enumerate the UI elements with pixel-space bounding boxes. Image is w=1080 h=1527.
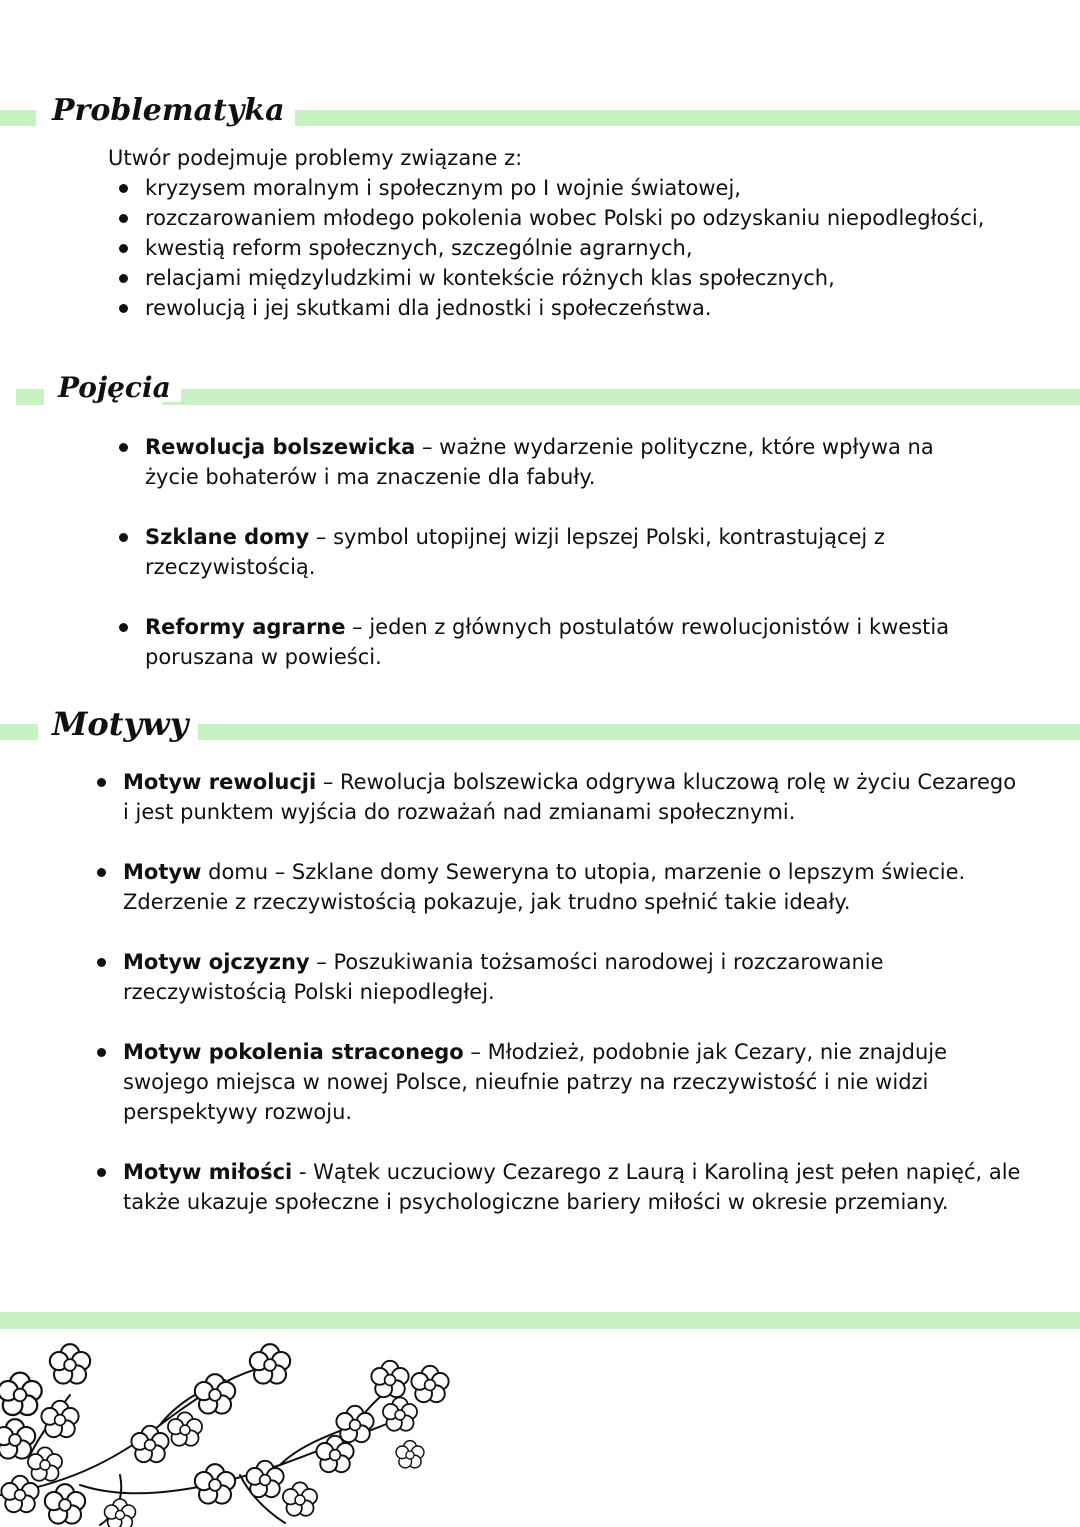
motif-description: domu – Szklane domy Seweryna to utopia, marzenie o lepszym świecie. Zderzenie z rzeczywistością pokazuje, jak trudno spełnić takie ideały. — [123, 860, 966, 914]
list-item — [123, 857, 1023, 917]
list-item: rewolucją i jej skutkami dla jednostki i społeczeństwa. — [145, 293, 1045, 323]
list-item: relacjami międzyludzkimi w kontekście różnych klas społecznych, — [145, 263, 1045, 293]
section-band-pojecia — [16, 389, 44, 405]
section-heading-motywy: Motywy — [44, 708, 198, 740]
concepts-list — [145, 432, 965, 702]
section-band-problematyka — [0, 110, 36, 126]
section-band-problematyka-right — [213, 110, 1080, 126]
intro-text: Utwór podejmuje problemy związane z: — [108, 146, 523, 170]
list-item — [145, 612, 965, 672]
section-heading-pojecia: Pojęcia — [50, 374, 181, 402]
concept-term: Reformy agrarne — [145, 615, 346, 639]
concept-definition: – ważne wydarzenie polityczne, które wpływa na życie bohaterów i ma znaczenie dla fabuły. — [145, 435, 934, 489]
section-band-motywy-right — [158, 724, 1080, 740]
list-item — [123, 947, 1023, 1007]
section-heading-problematyka: Problematyka — [44, 96, 295, 126]
list-item: kwestią reform społecznych, szczególnie agrarnych, — [145, 233, 1045, 263]
list-item — [123, 1037, 1023, 1127]
motifs-list — [123, 767, 1023, 1247]
motif-description: – Młodzież, podobnie jak Cezary, nie znajduje swojego miejsca w nowej Polsce, nieufnie patrzy na rzeczywistość i nie widzi perspektywy rozwoju. — [123, 1040, 948, 1124]
motif-term: Motyw rewolucji — [123, 770, 317, 794]
list-item: kryzysem moralnym i społecznym po I wojnie światowej, — [145, 173, 1045, 203]
concept-definition: – jeden z głównych postulatów rewolucjonistów i kwestia poruszana w powieści. — [145, 615, 950, 669]
motif-term: Motyw pokolenia straconego — [123, 1040, 464, 1064]
concept-term: Rewolucja bolszewicka — [145, 435, 416, 459]
section-band-pojecia-right — [162, 389, 1080, 405]
motif-description: – Poszukiwania tożsamości narodowej i rozczarowanie rzeczywistością Polski niepodległej. — [123, 950, 884, 1004]
problem-list — [145, 173, 1045, 323]
list-item — [145, 432, 965, 492]
section-band-motywy — [0, 724, 38, 740]
motif-term: Motyw ojczyzny — [123, 950, 310, 974]
motif-description: - Wątek uczuciowy Cezarego z Laurą i Karoliną jest pełen napięć, ale także ukazuje społeczne i psychologiczne bariery miłości w okresie przemiany. — [123, 1160, 1021, 1214]
motif-term: Motyw — [123, 860, 202, 884]
list-item — [145, 522, 965, 582]
concept-term: Szklane domy — [145, 525, 310, 549]
flower-branch-icon — [0, 1335, 460, 1527]
concept-definition: – symbol utopijnej wizji lepszej Polski, kontrastującej z rzeczywistością. — [145, 525, 885, 579]
footer-band — [0, 1312, 1080, 1329]
list-item: rozczarowaniem młodego pokolenia wobec Polski po odzyskaniu niepodległości, — [145, 203, 1045, 233]
motif-description: – Rewolucja bolszewicka odgrywa kluczową rolę w życiu Cezarego i jest punktem wyjścia do rozważań nad zmianami społecznymi. — [123, 770, 1017, 824]
list-item — [123, 1157, 1023, 1217]
list-item — [123, 767, 1023, 827]
motif-term: Motyw miłości — [123, 1160, 293, 1184]
